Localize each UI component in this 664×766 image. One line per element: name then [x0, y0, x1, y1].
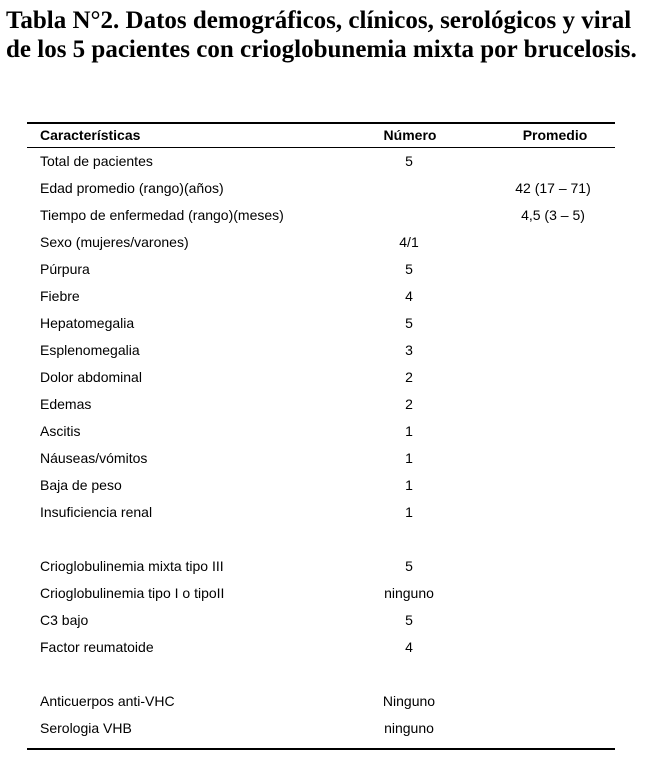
header-numero: Número [383, 127, 437, 143]
table-row [0, 639, 664, 659]
row-label: Tiempo de enfermedad (rango)(meses) [40, 207, 284, 223]
table-row [0, 315, 664, 335]
row-numero: 1 [405, 504, 413, 520]
row-numero: 1 [405, 477, 413, 493]
row-numero: 1 [405, 423, 413, 439]
row-numero: 4 [405, 288, 413, 304]
row-label: Ascitis [40, 423, 81, 439]
row-label: Edemas [40, 396, 92, 412]
table-row [0, 477, 664, 497]
row-label: Crioglobulinemia tipo I o tipoII [40, 585, 225, 601]
table-top-rule [27, 122, 615, 124]
table-row [0, 180, 664, 200]
table-row [0, 693, 664, 713]
row-label: Sexo (mujeres/varones) [40, 234, 189, 250]
row-label: Total de pacientes [40, 153, 153, 169]
row-numero: 5 [405, 558, 413, 574]
table-row [0, 450, 664, 470]
row-label: Dolor abdominal [40, 369, 142, 385]
row-label: Crioglobulinemia mixta tipo III [40, 558, 224, 574]
header-promedio: Promedio [522, 127, 588, 143]
row-numero: 1 [405, 450, 413, 466]
row-label: Fiebre [40, 288, 80, 304]
table-row [0, 207, 664, 227]
header-rule [27, 147, 615, 148]
row-numero: 5 [405, 315, 413, 331]
row-numero: 5 [405, 261, 413, 277]
row-promedio: 4,5 (3 – 5) [521, 207, 585, 223]
table-row [0, 612, 664, 632]
row-numero: 2 [405, 369, 413, 385]
row-label: Factor reumatoide [40, 639, 154, 655]
row-numero: ninguno [384, 585, 434, 601]
row-numero: 5 [405, 153, 413, 169]
table-row [0, 234, 664, 254]
row-promedio: 42 (17 – 71) [515, 180, 591, 196]
row-label: Edad promedio (rango)(años) [40, 180, 224, 196]
table-row [0, 423, 664, 443]
row-numero: 4 [405, 639, 413, 655]
row-label: C3 bajo [40, 612, 89, 628]
row-label: Baja de peso [40, 477, 122, 493]
table-row [0, 342, 664, 362]
table-bottom-rule [27, 748, 615, 750]
table-row [0, 558, 664, 578]
table-row [0, 261, 664, 281]
table-row [0, 504, 664, 524]
row-label: Serologia VHB [40, 720, 132, 736]
row-numero: 5 [405, 612, 413, 628]
row-numero: Ninguno [382, 693, 436, 709]
table-row [0, 288, 664, 308]
table-title: Tabla N°2. Datos demográficos, clínicos, serológicos y viral de los 5 pacientes con crioglobunemia mixta por brucelosis. [6, 7, 637, 63]
row-numero: 3 [405, 342, 413, 358]
row-label: Náuseas/vómitos [40, 450, 148, 466]
row-label: Púrpura [40, 261, 90, 277]
table-row [0, 720, 664, 740]
row-label: Insuficiencia renal [40, 504, 153, 520]
row-label: Esplenomegalia [40, 342, 140, 358]
row-label: Anticuerpos anti-VHC [40, 693, 175, 709]
row-label: Hepatomegalia [40, 315, 135, 331]
row-numero: 4/1 [399, 234, 419, 250]
table-row [0, 396, 664, 416]
row-numero: 2 [405, 396, 413, 412]
table-row [0, 153, 664, 173]
header-caracteristicas: Características [40, 127, 141, 143]
table-row [0, 585, 664, 605]
row-numero: ninguno [384, 720, 434, 736]
table-row [0, 369, 664, 389]
